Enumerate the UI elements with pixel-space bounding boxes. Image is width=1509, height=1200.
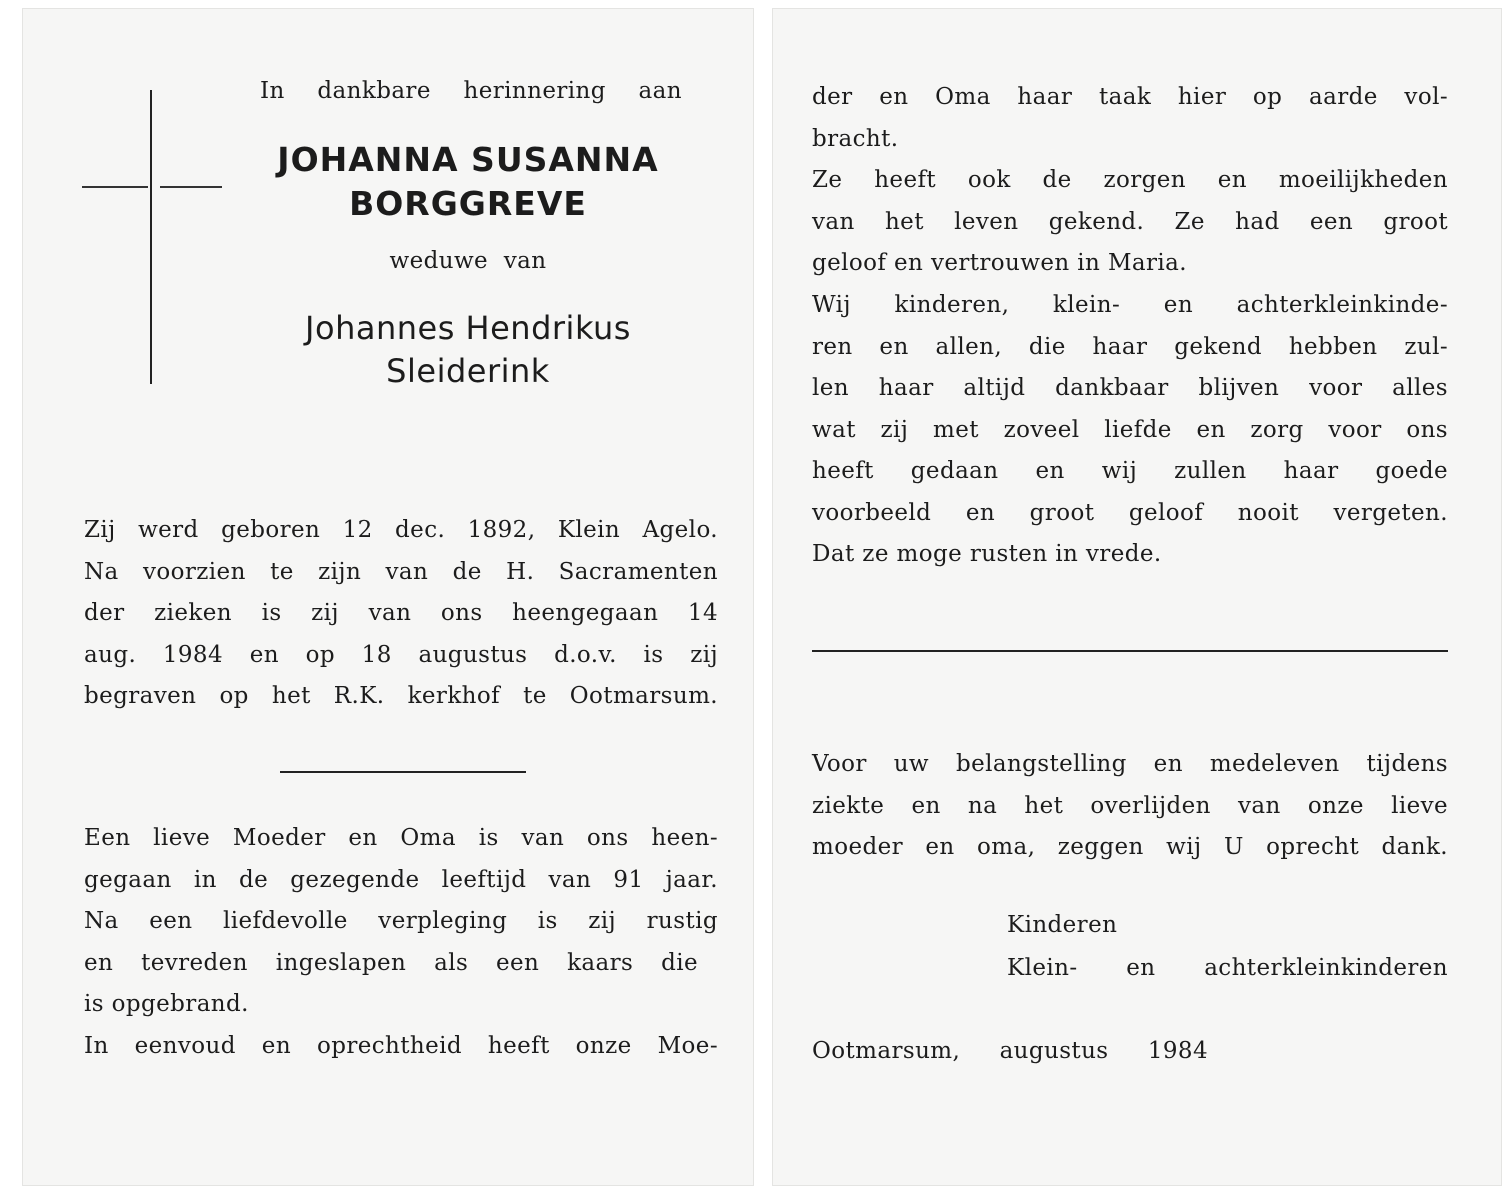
divider [280, 771, 526, 773]
family-line: len haar altijd dankbaar blijven voor alles [812, 375, 1448, 401]
continuation-paragraph [812, 77, 1448, 160]
thanks-line: moeder en oma, zeggen wij U oprecht dank. [812, 834, 1448, 860]
family-line: wat zij met zoveel liefde en zorg voor ons [812, 416, 1448, 443]
dedication-intro: In dankbare herinnering aan [260, 78, 682, 104]
deceased-name-line1: JOHANNA SUSANNA [277, 140, 659, 179]
life-line: Ze heeft ook de zorgen en moeilijkheden [812, 167, 1448, 193]
cross-arm-right [160, 186, 222, 188]
birth-line: der zieken is zij van ons heengegaan 14 [84, 600, 718, 626]
birth-line: aug. 1984 en op 18 augustus d.o.v. is zij [84, 641, 718, 668]
tribute-line: Een lieve Moeder en Oma is van ons heen- [84, 825, 718, 851]
birth-paragraph [84, 510, 718, 718]
life-line: van het leven gekend. Ze had een groot [812, 208, 1448, 235]
life-line: geloof en vertrouwen in Maria. [812, 250, 1187, 276]
family-line: voorbeeld en groot geloof nooit vergeten. [812, 499, 1448, 526]
husband-name-line2: Sleiderink [386, 352, 550, 390]
tribute-line: gegaan in de gezegende leeftijd van 91 jaar. [84, 866, 718, 893]
continuation-line: bracht. [812, 125, 899, 152]
deceased-name-line2: BORGGREVE [349, 184, 587, 223]
continuation-line: der en Oma haar taak hier op aarde vol- [812, 84, 1448, 110]
life-paragraph [812, 160, 1448, 285]
family-line: Wij kinderen, klein- en achterkleinkinde- [812, 292, 1448, 318]
birth-line: begraven op het R.K. kerkhof te Ootmarsum. [84, 683, 718, 709]
tribute-final-line: In eenvoud en oprechtheid heeft onze Moe- [84, 1032, 718, 1059]
family-line: Dat ze moge rusten in vrede. [812, 541, 1162, 567]
husband-name-line1: Johannes Hendrikus [305, 309, 631, 347]
place-date: Ootmarsum, augustus 1984 [812, 1038, 1208, 1064]
birth-line: Zij werd geboren 12 dec. 1892, Klein Agelo. [84, 517, 718, 543]
thanks-line: ziekte en na het overlijden van onze lieve [812, 792, 1448, 819]
signature-grandchildren: Klein- en achterkleinkinderen [1007, 955, 1448, 981]
family-paragraph [812, 285, 1448, 576]
signature-children: Kinderen [1007, 912, 1118, 938]
cross-icon [150, 90, 152, 384]
tribute-line: Na een liefdevolle verpleging is zij rustig [84, 908, 718, 934]
cross-arm-left [82, 186, 148, 188]
tribute-paragraph [84, 818, 718, 1067]
thanks-paragraph [812, 744, 1448, 869]
tribute-line: is opgebrand. [84, 991, 249, 1017]
divider [812, 650, 1448, 652]
widow-of: weduwe van [389, 248, 547, 274]
thanks-line: Voor uw belangstelling en medeleven tijdens [812, 751, 1448, 777]
birth-line: Na voorzien te zijn van de H. Sacramenten [84, 558, 718, 585]
family-line: ren en allen, die haar gekend hebben zul- [812, 333, 1448, 360]
family-line: heeft gedaan en wij zullen haar goede [812, 458, 1448, 484]
tribute-line: en tevreden ingeslapen als een kaars die [84, 949, 698, 976]
